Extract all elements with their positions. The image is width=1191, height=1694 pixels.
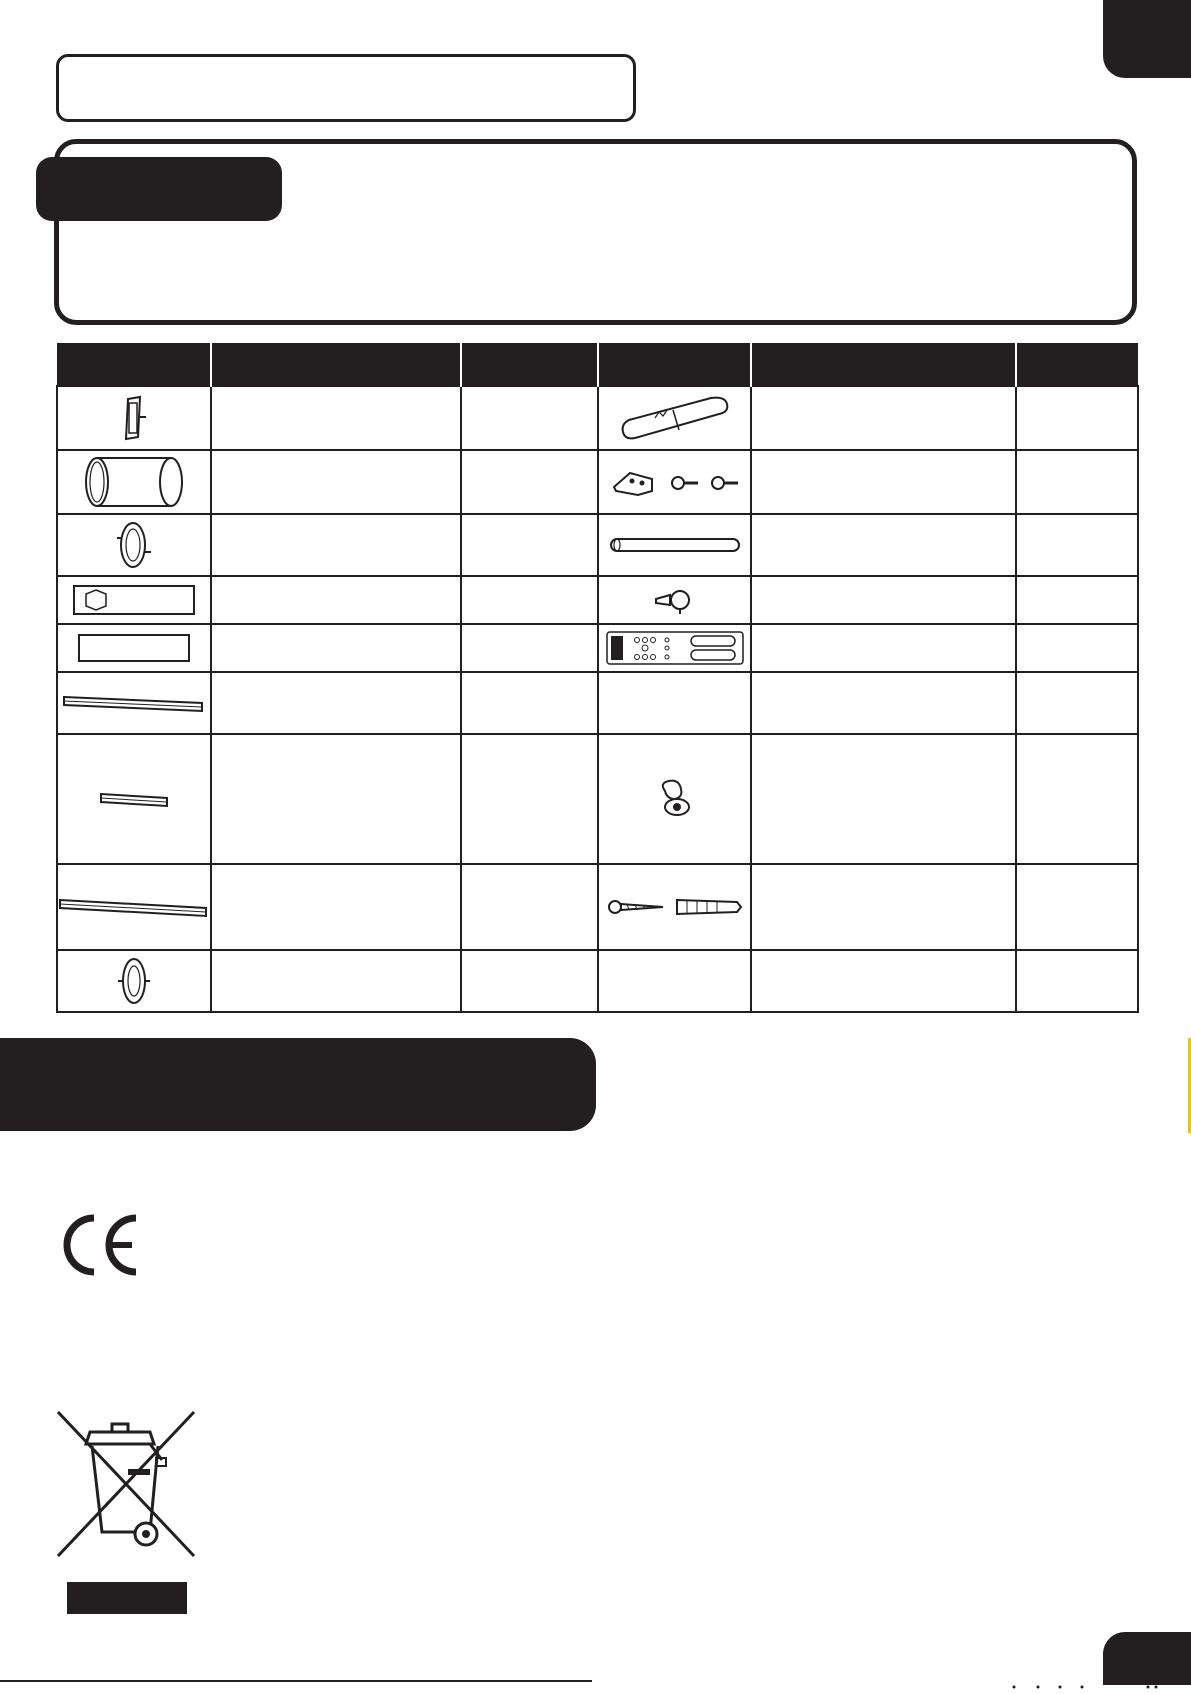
item-qty — [461, 450, 598, 514]
item-qty — [1016, 386, 1138, 450]
item-name — [751, 450, 1016, 514]
item-qty — [1016, 672, 1138, 734]
item-name — [211, 864, 461, 950]
table-row — [57, 624, 1138, 672]
weee-marking-bar — [67, 1582, 187, 1614]
table-row — [57, 672, 1138, 734]
page-title-box — [56, 54, 636, 122]
hose-connector-icon — [57, 950, 211, 1012]
window-panel-long-icon — [57, 672, 211, 734]
item-name — [751, 864, 1016, 950]
item-qty — [1016, 450, 1138, 514]
item-name — [751, 672, 1016, 734]
table-row — [57, 950, 1138, 1012]
bracket-and-screws-icon — [598, 450, 751, 514]
drain-plug-icon — [598, 576, 751, 624]
item-name — [211, 450, 461, 514]
header-name-right — [751, 343, 1016, 386]
item-qty — [1016, 734, 1138, 864]
item-name — [211, 624, 461, 672]
table-row — [57, 450, 1138, 514]
ce-mark-icon — [56, 1212, 142, 1283]
empty-picture-cell — [598, 950, 751, 1012]
item-qty — [1016, 624, 1138, 672]
item-qty — [461, 386, 598, 450]
item-qty — [461, 672, 598, 734]
item-name — [751, 576, 1016, 624]
empty-picture-cell — [598, 672, 751, 734]
item-qty — [461, 734, 598, 864]
table-row — [57, 734, 1138, 864]
header-picture-right — [598, 343, 751, 386]
item-name — [211, 734, 461, 864]
crossed-out-bin-icon — [54, 1410, 198, 1563]
foam-seal-a-icon — [57, 576, 211, 624]
item-qty — [461, 864, 598, 950]
item-qty — [1016, 514, 1138, 576]
item-name — [211, 514, 461, 576]
table-row — [57, 514, 1138, 576]
item-name — [751, 950, 1016, 1012]
header-name-left — [211, 343, 461, 386]
window-slider-icon — [598, 386, 751, 450]
exhaust-adapter-icon — [57, 514, 211, 576]
table-row — [57, 576, 1138, 624]
item-name — [211, 576, 461, 624]
window-panel-short-icon — [57, 734, 211, 864]
window-panel-extension-icon — [57, 864, 211, 950]
item-name — [751, 624, 1016, 672]
language-tab — [1103, 0, 1191, 78]
item-qty — [461, 514, 598, 576]
remote-control-and-batteries-icon — [598, 624, 751, 672]
table-row — [57, 864, 1138, 950]
item-qty — [1016, 864, 1138, 950]
item-name — [211, 672, 461, 734]
note-heading-tab — [36, 157, 282, 221]
window-slider-adapter-icon — [57, 386, 211, 450]
item-qty — [1016, 576, 1138, 624]
item-qty — [1016, 950, 1138, 1012]
item-qty — [461, 624, 598, 672]
section-heading-bar — [0, 1038, 596, 1131]
item-name — [751, 386, 1016, 450]
foam-seal-b-icon — [57, 624, 211, 672]
accessories-table — [56, 343, 1139, 1013]
item-name — [211, 386, 461, 450]
item-qty — [461, 576, 598, 624]
footer-decoration — [1008, 1676, 1178, 1682]
footer-rule — [0, 1680, 592, 1682]
header-picture-left — [57, 343, 211, 386]
drain-pipe-icon — [598, 514, 751, 576]
exhaust-hose-icon — [57, 450, 211, 514]
item-name — [751, 514, 1016, 576]
header-qty-left — [461, 343, 598, 386]
item-qty — [461, 950, 598, 1012]
header-qty-right — [1016, 343, 1138, 386]
table-row — [57, 386, 1138, 450]
table-header-row — [57, 343, 1138, 386]
item-name — [751, 734, 1016, 864]
rubber-plug-icon — [598, 734, 751, 864]
screw-and-wall-anchor-icon — [598, 864, 751, 950]
item-name — [211, 950, 461, 1012]
